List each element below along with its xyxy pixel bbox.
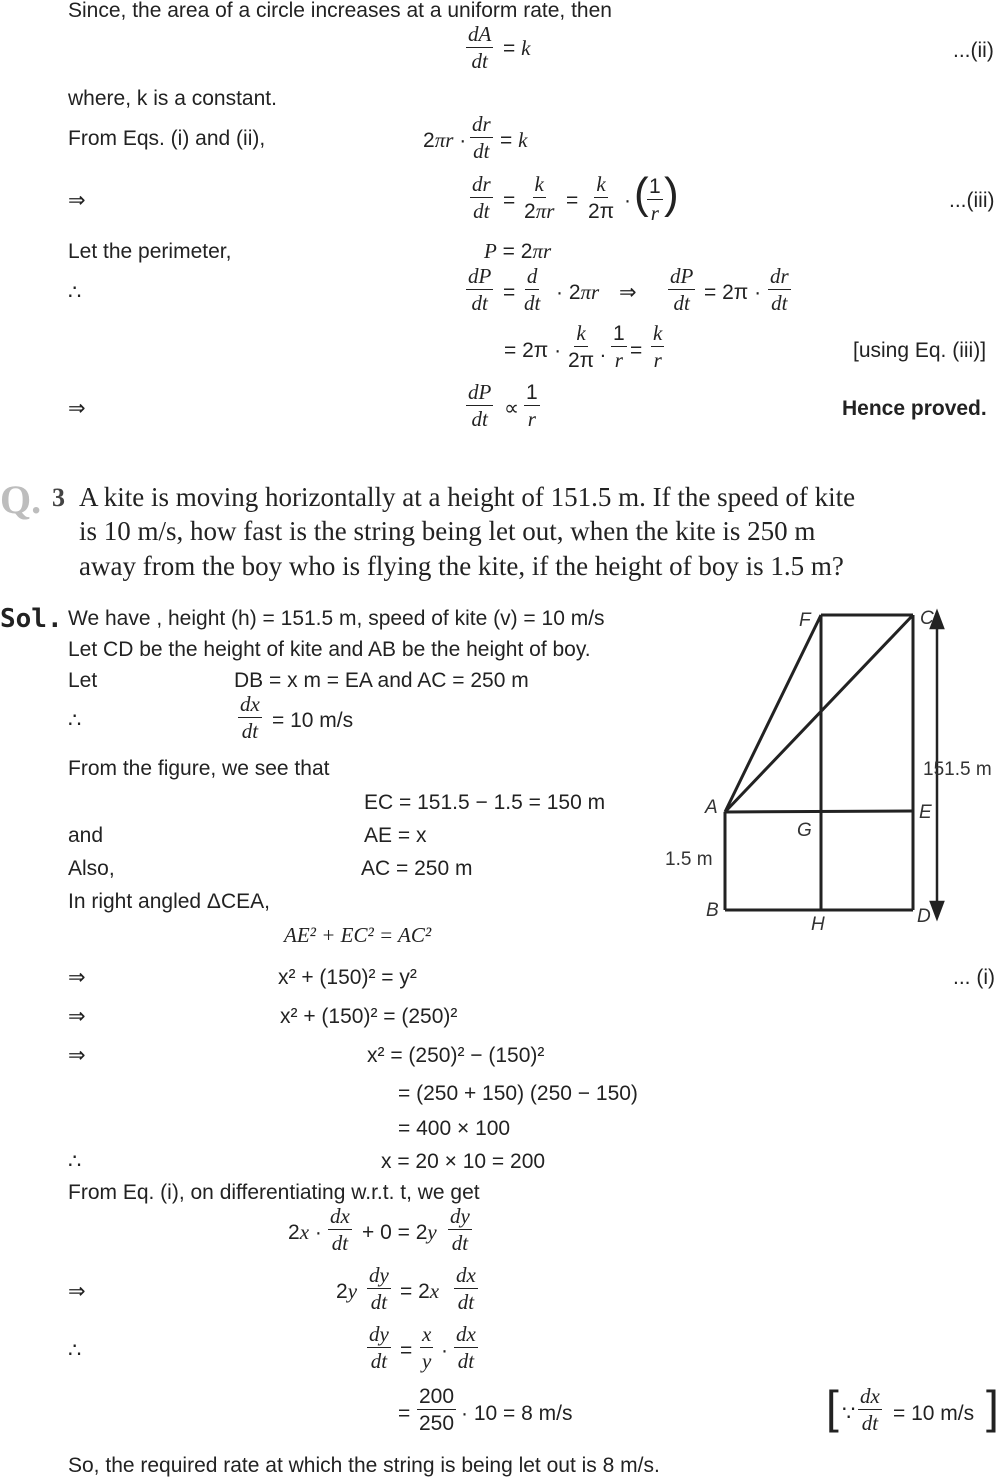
- ae-expr: AE = x: [364, 824, 427, 847]
- solution-label: Sol.: [0, 604, 63, 634]
- step-1: x² + (150)² = y²: [278, 966, 417, 989]
- and-word: and: [68, 824, 104, 847]
- step-2: x² + (150)² = (250)²: [280, 1005, 458, 1028]
- sol-line-2: Let CD be the height of kite and AB be the height of boy.: [68, 638, 591, 661]
- line-ac: [725, 615, 913, 812]
- eq3-tag: ...(iii): [949, 189, 995, 212]
- question-number: 3: [52, 483, 65, 512]
- step-3: x² = (250)² − (150)²: [367, 1044, 545, 1067]
- let-perimeter-text: Let the perimeter,: [68, 240, 232, 263]
- eq2-tag: ...(ii): [953, 39, 994, 62]
- therefore-symbol-2: ∴: [68, 709, 82, 732]
- ac-expr: AC = 250 m: [361, 857, 473, 880]
- final-tail: · 10 = 8 m/s: [461, 1402, 573, 1425]
- label-C: C: [920, 608, 934, 629]
- from-figure-text: From the figure, we see that: [68, 757, 330, 780]
- therefore-symbol-4: ∴: [68, 1339, 82, 1362]
- given-value: = 10 m/s: [893, 1402, 975, 1425]
- dx-dt-value: = 10 m/s: [272, 709, 354, 732]
- boy-height-label: 1.5 m: [665, 849, 713, 870]
- label-F: F: [799, 610, 811, 631]
- implies-arrow-6: ⇒: [68, 1280, 86, 1303]
- implies-arrow-4: ⇒: [68, 1005, 86, 1028]
- question-line-3: away from the boy who is flying the kite, if the height of boy is 1.5 m?: [79, 551, 844, 581]
- line-ae: [725, 811, 913, 812]
- also-word: Also,: [68, 857, 115, 880]
- label-E: E: [919, 802, 932, 823]
- conclusion-text: So, the required rate at which the string is being let out is 8 m/s.: [68, 1454, 660, 1477]
- step-5: = 400 × 100: [398, 1117, 511, 1140]
- pythagoras-eq: AE² + EC² = AC²: [284, 923, 432, 947]
- where-text: where, k is a constant.: [68, 87, 277, 110]
- final-denominator: 250: [419, 1412, 455, 1435]
- right-angled-text: In right angled ΔCEA,: [68, 890, 270, 913]
- final-numerator: 200: [419, 1385, 455, 1408]
- therefore-symbol-3: ∴: [68, 1150, 82, 1173]
- height-label: 151.5 m: [923, 759, 992, 780]
- kite-figure: [655, 600, 1000, 935]
- let-word: Let: [68, 669, 98, 692]
- hence-proved: Hence proved.: [842, 397, 987, 420]
- implies-arrow: ⇒: [68, 189, 86, 212]
- implies-arrow-3: ⇒: [68, 966, 86, 989]
- label-G: G: [797, 820, 812, 841]
- let-expr: DB = x m = EA and AC = 250 m: [234, 669, 529, 692]
- line-af: [725, 615, 821, 812]
- therefore-symbol: ∴: [68, 281, 82, 304]
- height-arrow-bottom: [931, 902, 943, 918]
- using-eq3: [using Eq. (iii)]: [853, 339, 987, 362]
- sol-line-1: We have , height (h) = 151.5 m, speed of kite (v) = 10 m/s: [68, 607, 605, 630]
- label-B: B: [706, 900, 719, 921]
- step-1-tag: ... (i): [953, 966, 995, 989]
- question-line-1: A kite is moving horizontally at a height of 151.5 m. If the speed of kite: [79, 482, 856, 512]
- step-4: = (250 + 150) (250 − 150): [398, 1082, 638, 1105]
- intro-text: Since, the area of a circle increases at a uniform rate, then: [68, 0, 612, 22]
- differentiating-text: From Eq. (i), on differentiating w.r.t. t, we get: [68, 1181, 480, 1204]
- eq-perimeter: P = 2πr: [484, 239, 552, 263]
- question-label: Q.: [0, 477, 42, 522]
- label-D: D: [917, 906, 931, 927]
- label-H: H: [811, 914, 825, 935]
- label-A: A: [705, 797, 718, 818]
- ec-expr: EC = 151.5 − 1.5 = 150 m: [364, 791, 606, 814]
- implies-arrow-2: ⇒: [68, 397, 86, 420]
- step-6: x = 20 × 10 = 200: [381, 1150, 546, 1173]
- question-line-2: is 10 m/s, how fast is the string being let out, when the kite is 250 m: [79, 516, 816, 546]
- dx-dt-fraction: dx dt: [240, 692, 260, 743]
- implies-arrow-5: ⇒: [68, 1044, 86, 1067]
- from-eqs-text: From Eqs. (i) and (ii),: [68, 127, 266, 150]
